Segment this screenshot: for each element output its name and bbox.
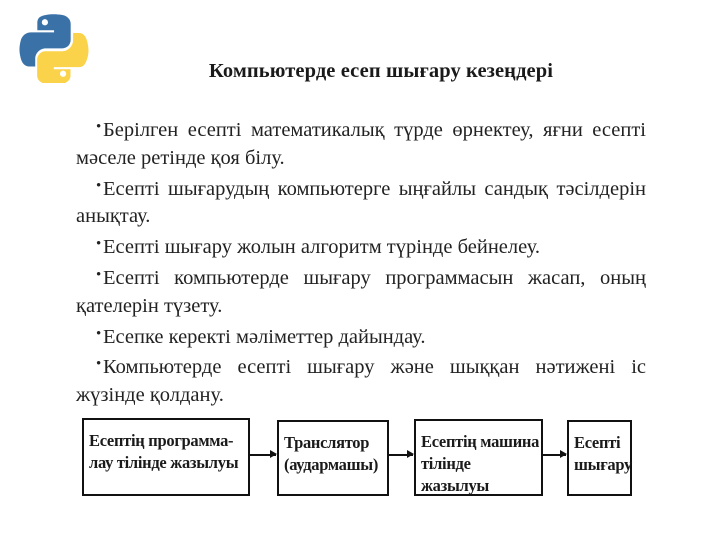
flow-step-machine-code: [414, 419, 543, 496]
flow-step-text: Транслятор: [284, 433, 370, 452]
flow-step-text: (аудармашы): [284, 455, 379, 474]
bullet-icon: •: [96, 325, 102, 342]
right-arrow-icon: [543, 454, 566, 456]
bullet-icon: •: [96, 177, 102, 194]
list-item-text: Берілген есепті математикалық түрде өрнектеу, яғни есепті мәселе ретінде қоя білу.: [76, 119, 646, 169]
flow-step-text: лау тілінде жазылуы: [89, 453, 239, 472]
bullet-icon: •: [96, 266, 102, 283]
flow-step-text: шығару: [574, 455, 632, 474]
flow-step-text: тілінде жазылуы: [421, 454, 490, 495]
flow-step-translator: [277, 420, 389, 496]
bullet-icon: •: [96, 356, 102, 373]
right-arrow-icon: [389, 454, 413, 456]
flow-step-text: Есепті: [574, 433, 621, 452]
flow-step-text: Есептің машина: [421, 432, 540, 451]
flow-step-text: Есептің программа-: [89, 431, 234, 450]
list-item-text: Компьютерде есепті шығару және шыққан нәтижені іс жүзінде қолдану.: [76, 356, 646, 407]
list-item-text: Есепті компьютерде шығару программасын жасап, оның қателерін түзету.: [76, 266, 646, 317]
right-arrow-icon: [250, 454, 276, 456]
bullet-icon: •: [96, 236, 102, 253]
page-title: Компьютерде есеп шығару кезеңдері: [208, 60, 554, 82]
bullet-icon: •: [96, 119, 102, 135]
list-item-text: Есепті шығару жолын алгоритм түрінде бейнелеу.: [103, 236, 541, 259]
list-item-text: Есепті шығарудың компьютерге ыңғайлы сандық тәсілдерін анықтау.: [76, 177, 646, 228]
flow-step-source-code: [82, 418, 250, 496]
flow-step-solve: [567, 420, 632, 496]
list-item-text: Есепке керекті мәліметтер дайындау.: [103, 325, 426, 348]
